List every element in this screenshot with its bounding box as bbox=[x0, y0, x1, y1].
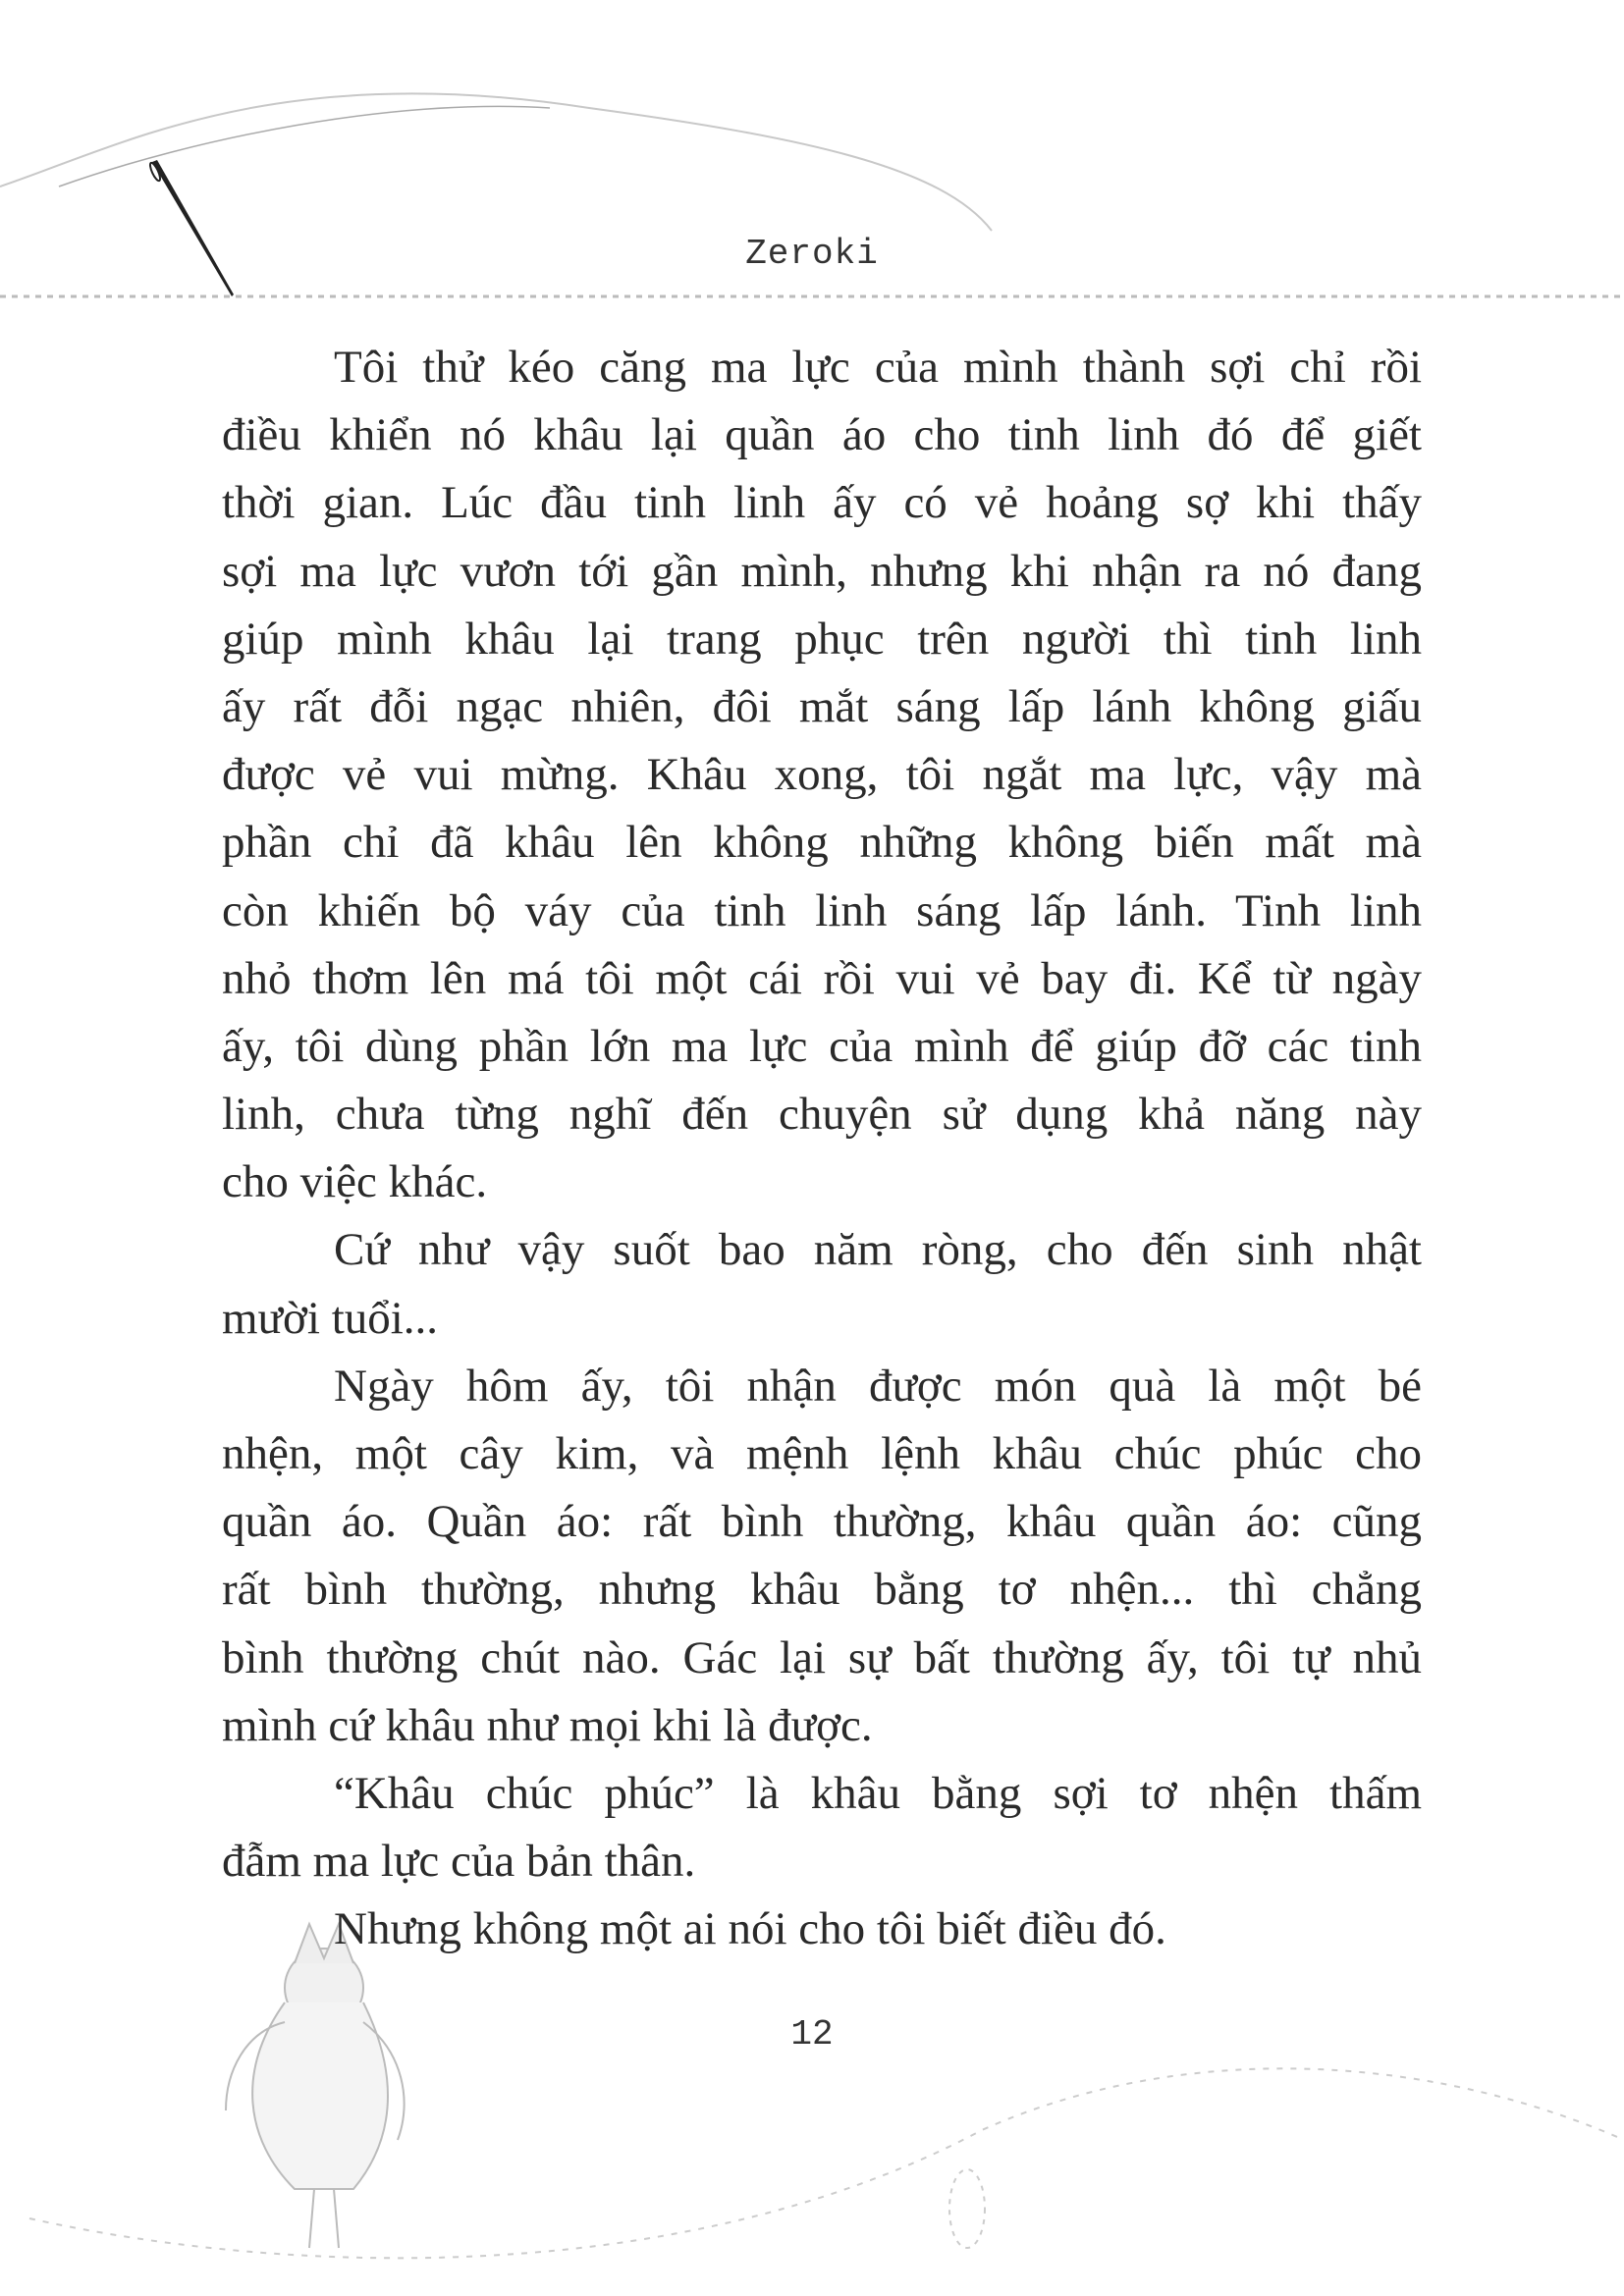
text-line: phần chỉ đã khâu lên không những không biến mất mà bbox=[222, 817, 1422, 869]
paragraph bbox=[222, 1216, 1422, 1352]
paragraph bbox=[222, 1896, 1422, 1963]
text-line: còn khiến bộ váy của tinh linh sáng lấp lánh. Tinh linh bbox=[222, 884, 1422, 936]
text-line: rất bình thường, nhưng khâu bằng tơ nhện... thì chẳng bbox=[222, 1564, 1422, 1616]
needle-icon bbox=[148, 160, 234, 296]
text-line: nhện, một cây kim, và mệnh lệnh khâu chúc phúc cho bbox=[222, 1428, 1422, 1479]
text-line: ấy rất đỗi ngạc nhiên, đôi mắt sáng lấp lánh không giấu bbox=[222, 680, 1422, 732]
text-line: quần áo. Quần áo: rất bình thường, khâu quần áo: cũng bbox=[222, 1496, 1422, 1548]
paragraph bbox=[222, 334, 1422, 1216]
text-line: đẫm ma lực của bản thân. bbox=[222, 1836, 696, 1888]
page-number: 12 bbox=[790, 2014, 834, 2055]
text-line: mình cứ khâu như mọi khi là được. bbox=[222, 1699, 873, 1751]
paragraph bbox=[222, 1760, 1422, 1896]
text-line: Cứ như vậy suốt bao năm ròng, cho đến sinh nhật bbox=[334, 1224, 1422, 1276]
thread-curve bbox=[0, 93, 992, 231]
paragraph bbox=[222, 1353, 1422, 1760]
body-text bbox=[222, 334, 1422, 1964]
text-line: giúp mình khâu lại trang phục trên người thì tinh linh bbox=[222, 613, 1422, 665]
text-line: Ngày hôm ấy, tôi nhận được món quà là một bé bbox=[334, 1360, 1422, 1412]
text-line: nhỏ thơm lên má tôi một cái rồi vui vẻ bay đi. Kể từ ngày bbox=[222, 952, 1422, 1004]
text-line: “Khâu chúc phúc” là khâu bằng sợi tơ nhện thấm bbox=[334, 1767, 1422, 1819]
text-line: điều khiển nó khâu lại quần áo cho tinh linh đó để giết bbox=[222, 409, 1422, 461]
text-line: bình thường chút nào. Gác lại sự bất thường ấy, tôi tự nhủ bbox=[222, 1631, 1422, 1683]
text-line: mười tuổi... bbox=[222, 1292, 439, 1344]
text-line: Nhưng không một ai nói cho tôi biết điều đó. bbox=[334, 1903, 1166, 1955]
text-line: Tôi thử kéo căng ma lực của mình thành sợi chỉ rồi bbox=[334, 342, 1422, 393]
girl-illustration bbox=[226, 1924, 405, 2248]
thread-curve-top bbox=[59, 106, 550, 187]
text-line: cho việc khác. bbox=[222, 1156, 488, 1208]
text-line: linh, chưa từng nghĩ đến chuyện sử dụng khả năng này bbox=[222, 1089, 1422, 1141]
dashed-loop bbox=[949, 2169, 985, 2248]
text-line: thời gian. Lúc đầu tinh linh ấy có vẻ hoảng sợ khi thấy bbox=[222, 477, 1422, 529]
text-line: sợi ma lực vươn tới gần mình, nhưng khi nhận ra nó đang bbox=[222, 545, 1422, 597]
text-line: được vẻ vui mừng. Khâu xong, tôi ngắt ma lực, vậy mà bbox=[222, 749, 1422, 801]
text-line: ấy, tôi dùng phần lớn ma lực của mình để giúp đỡ các tinh bbox=[222, 1020, 1422, 1072]
running-header: Zeroki bbox=[745, 234, 879, 274]
